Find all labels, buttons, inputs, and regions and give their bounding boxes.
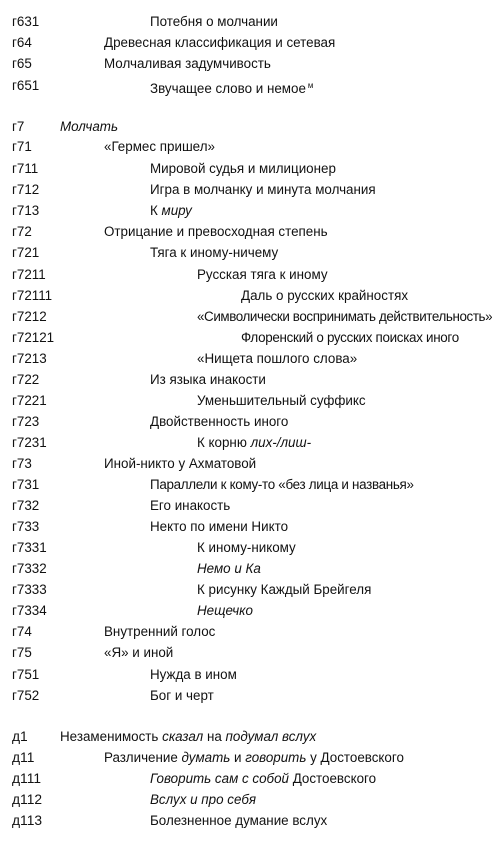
footnote-mark: м [307,81,314,90]
entry-title: Нещечко [197,603,253,618]
entry-title: «Я» и иной [104,645,174,660]
entry-title: Внутренний голос [104,624,216,639]
entry-code: г72111 [12,288,53,303]
toc-entry [0,137,504,157]
entry-title-text: Незаменимость [60,729,163,744]
toc-entry [0,265,504,285]
entry-title-text: Достоевского [288,771,377,786]
entry-code: г74 [12,624,32,639]
entry-title: «Гермес пришел» [104,139,215,154]
entry-title: «Символически воспринимать действительность» [197,309,493,324]
entry-title: К рисунку Каждый Брейгеля [197,582,372,597]
entry-title: Молчать [60,119,118,134]
toc-entry [0,475,504,495]
toc-entry [0,243,504,263]
entry-title: Некто по имени Никто [150,519,289,534]
entry-code: г732 [12,498,40,513]
toc-entry [0,201,504,221]
entry-code: г651 [12,78,40,93]
entry-code: г7 [12,119,25,134]
entry-code: г712 [12,182,40,197]
entry-title [104,748,404,768]
entry-title: Вслух и про себя [150,792,256,807]
toc-entry [0,748,504,768]
toc-entry [0,811,504,831]
entry-title [150,201,192,221]
entry-code: г733 [12,519,40,534]
entry-code: д111 [12,771,42,786]
entry-code: г731 [12,477,40,492]
entry-title: «Нищета пошлого слова» [197,351,358,366]
toc-entry [0,307,504,327]
entry-title: Древесная классификация и сетевая [104,35,336,50]
toc-entry [0,559,504,579]
toc-entry [0,686,504,706]
entry-code: г64 [12,35,32,50]
toc-entry [0,286,504,306]
entry-title: Из языка инакости [150,372,266,387]
entry-title: Параллели к кому-то «без лица и названья» [150,477,414,492]
toc-entry [0,391,504,411]
entry-code: г72121 [12,330,55,345]
toc-entry [0,622,504,642]
toc-entry [0,517,504,537]
entry-code: г722 [12,372,40,387]
entry-code: д11 [12,750,35,765]
entry-code: г75 [12,645,32,660]
entry-title: Бог и черт [150,688,214,703]
toc-entry [0,328,504,348]
entry-code: д1 [12,729,28,744]
entry-title: Игра в молчанку и минута молчания [150,182,376,197]
toc-entry [0,159,504,179]
entry-code: г7231 [12,435,47,450]
entry-code: г631 [12,14,40,29]
entry-code: г73 [12,456,32,471]
toc-entry [0,665,504,685]
toc-entry [0,12,504,32]
entry-title-italic: сказал [162,729,204,744]
entry-title: Его инакость [150,498,231,513]
entry-code: д112 [12,792,43,807]
entry-title: Флоренский о русских поисках иного [241,330,459,345]
entry-title: Молчаливая задумчивость [104,56,271,71]
entry-code: г721 [12,245,40,260]
entry-title: Нужда в ином [150,667,237,682]
entry-code: д113 [12,813,43,828]
entry-code: г72 [12,224,32,239]
entry-title-text: К корню [197,435,251,450]
toc-entry [0,117,504,137]
entry-title: Мировой судья и милиционер [150,161,336,176]
toc-entry [0,33,504,53]
entry-code: г723 [12,414,40,429]
entry-title-italic: Говорить сам с собой [150,771,289,786]
toc-entry [0,76,504,96]
toc-entry [0,54,504,74]
entry-code: г751 [12,667,40,682]
entry-title-italic: лих-/лиш- [250,435,312,450]
entry-title: Болезненное думание вслух [150,813,328,828]
toc-entry [0,790,504,810]
entry-title-italic: миру [161,203,192,218]
entry-title-text: и [230,750,246,765]
entry-code: г7213 [12,351,47,366]
toc-entry [0,454,504,474]
entry-title: Отрицание и превосходная степень [104,224,328,239]
entry-title-text: Звучащее слово и немое [150,81,306,96]
entry-title: Двойственность иного [150,414,289,429]
toc-entry [0,370,504,390]
entry-code: г7331 [12,540,47,555]
entry-title: К иному-никому [197,540,296,555]
entry-title: Немо и Ка [197,561,261,576]
toc-entry [0,643,504,663]
entry-title-text: Различение [104,750,182,765]
entry-title: Потебня о молчании [150,14,278,29]
entry-code: г7221 [12,393,47,408]
entry-title: Тяга к иному-ничему [150,245,279,260]
toc-entry [0,433,504,453]
toc-entry [0,496,504,516]
toc-entry [0,538,504,558]
toc-entry [0,769,504,789]
toc-entry [0,580,504,600]
entry-title: Даль о русских крайностях [241,288,409,303]
entry-title [150,769,376,789]
entry-title: Иной-никто у Ахматовой [104,456,257,471]
entry-code: г711 [12,161,39,176]
entry-title: Русская тяга к иному [197,267,328,282]
entry-title-text: на [203,729,226,744]
entry-title: Уменьшительный суффикс [197,393,366,408]
toc-entry [0,180,504,200]
entry-code: г752 [12,688,40,703]
entry-title [197,433,311,453]
entry-code: г7332 [12,561,47,576]
entry-code: г7212 [12,309,47,324]
entry-title-italic: думать [181,750,231,765]
entry-code: г65 [12,56,32,71]
toc-entry [0,601,504,621]
toc-entry [0,222,504,242]
entry-title [60,727,316,747]
entry-code: г71 [12,139,32,154]
toc-entry [0,727,504,747]
entry-code: г7211 [12,267,46,282]
entry-title-italic: подумал вслух [225,729,317,744]
entry-code: г7334 [12,603,47,618]
entry-title-text: у Достоевского [306,750,404,765]
entry-title-text: К [150,203,162,218]
entry-title [150,76,313,99]
toc-entry [0,412,504,432]
toc-entry [0,349,504,369]
entry-code: г7333 [12,582,47,597]
entry-title-italic: говорить [245,750,307,765]
entry-code: г713 [12,203,40,218]
